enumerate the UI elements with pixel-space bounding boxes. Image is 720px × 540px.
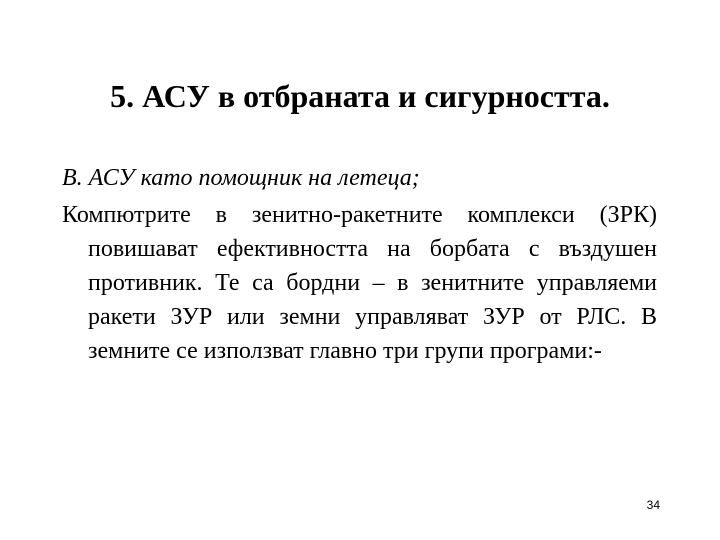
slide-title: 5. АСУ в отбраната и сигурността. [110, 78, 610, 114]
page-number: 34 [646, 498, 660, 512]
slide-subtitle: В. АСУ като помощник на летеца; [62, 165, 420, 191]
slide-body-text: Компютрите в зенитно-ракетните комплекси (ЗРК) повишават ефективността на борбата с въздушен противник. Те са бордни – в зенитните управляеми ракети ЗУР или земни управляват ЗУР от РЛС. В земните се използват главно три групи програми:- [62, 202, 657, 364]
